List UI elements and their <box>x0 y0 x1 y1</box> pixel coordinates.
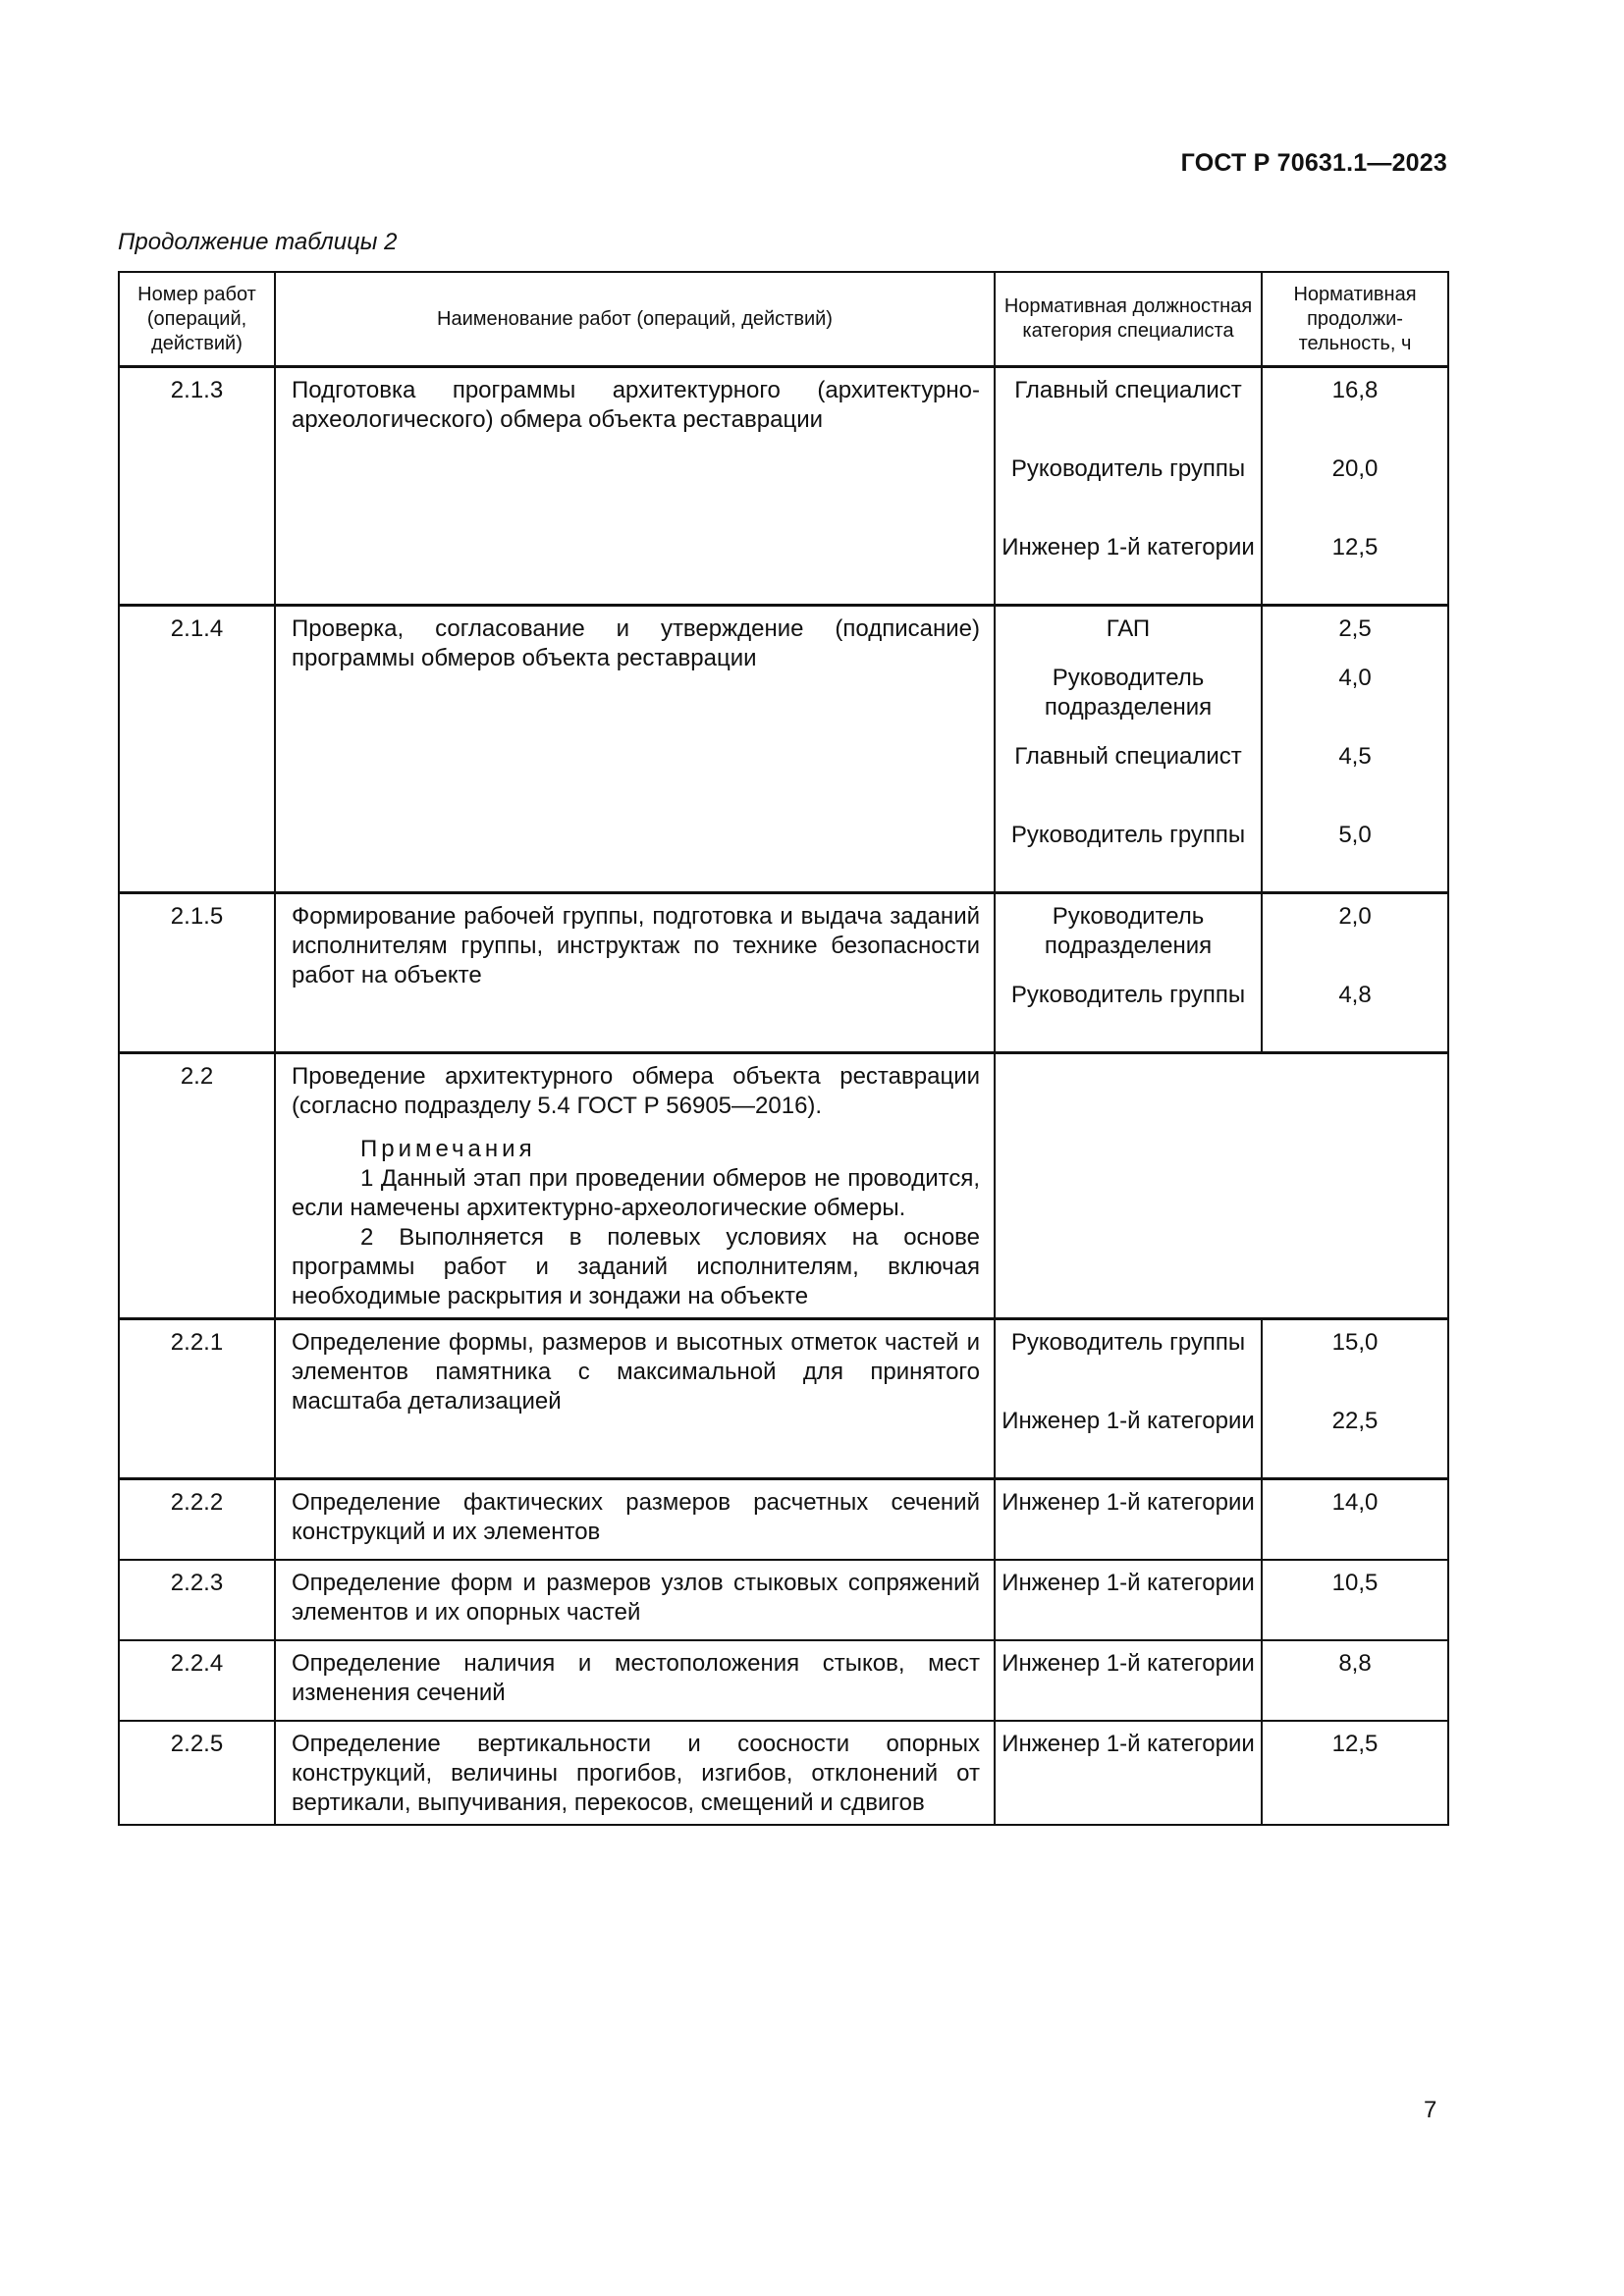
duration-value: 4,5 <box>1338 743 1372 770</box>
duration-value: 10,5 <box>1331 1570 1379 1596</box>
work-name: Формирование рабочей группы, подготовка и выдача заданий исполнителям группы, инструктаж по технике безопасности работ на объекте <box>275 893 995 1053</box>
specialist-role: Инженер 1-й категории <box>1001 1731 1255 1757</box>
duration-value: 22,5 <box>1331 1408 1379 1434</box>
table-row <box>119 1319 1448 1479</box>
role-cell <box>995 367 1262 606</box>
norms-table <box>118 271 1449 1826</box>
duration-cell <box>1262 1319 1448 1479</box>
header-specialist-category: Нормативная должностная категория специалиста <box>995 272 1262 367</box>
duration-value: 12,5 <box>1331 534 1379 561</box>
table-row <box>119 1721 1448 1825</box>
work-name: Определение формы, размеров и высотных отметок частей и элементов памятника с максимальной для принятого масштаба детализацией <box>275 1319 995 1479</box>
specialist-role: Главный специалист <box>1014 743 1242 770</box>
work-name: Определение вертикальности и соосности опорных конструкций, величины прогибов, изгибов, отклонений от вертикали, выпучивания, перекосов, смещений и сдвигов <box>275 1721 995 1825</box>
work-number: 2.2.3 <box>119 1560 275 1640</box>
work-number: 2.1.3 <box>119 367 275 606</box>
work-name: Проведение архитектурного обмера объекта реставрации (согласно подразделу 5.4 ГОСТ Р 56905—2016). <box>292 1063 980 1119</box>
table-continuation-caption: Продолжение таблицы 2 <box>118 229 398 255</box>
specialist-role: Руководитель подразделения <box>1044 665 1213 721</box>
duration-value: 8,8 <box>1338 1650 1372 1677</box>
specialist-role: Руководитель группы <box>1010 455 1246 482</box>
duration-value: 5,0 <box>1338 822 1372 848</box>
work-name: Проверка, согласование и утверждение (подписание) программы обмеров объекта реставрации <box>275 606 995 893</box>
specialist-role: Инженер 1-й категории <box>1001 1489 1255 1516</box>
duration-cell <box>1262 367 1448 606</box>
header-duration: Нормативная продолжи-тельность, ч <box>1262 272 1448 367</box>
work-name: Определение форм и размеров узлов стыковых сопряжений элементов и их опорных частей <box>275 1560 995 1640</box>
duration-value: 14,0 <box>1331 1489 1379 1516</box>
role-cell <box>995 1479 1262 1561</box>
duration-cell <box>1262 893 1448 1053</box>
work-name-with-notes <box>275 1053 995 1319</box>
work-name: Подготовка программы архитектурного (архитектурно-археологического) обмера объекта реставрации <box>275 367 995 606</box>
specialist-role: Инженер 1-й категории <box>1001 534 1255 561</box>
duration-value: 4,8 <box>1338 982 1372 1008</box>
duration-cell <box>1262 1479 1448 1561</box>
work-number: 2.2.2 <box>119 1479 275 1561</box>
specialist-role: Инженер 1-й категории <box>1001 1408 1255 1434</box>
document-code: ГОСТ Р 70631.1—2023 <box>1180 149 1447 177</box>
page-number: 7 <box>1424 2097 1437 2123</box>
specialist-role: ГАП <box>1106 615 1151 642</box>
table-row <box>119 1479 1448 1561</box>
duration-value: 16,8 <box>1331 377 1379 403</box>
duration-value: 2,0 <box>1338 903 1372 930</box>
role-cell <box>995 1560 1262 1640</box>
role-cell <box>995 1721 1262 1825</box>
table-row <box>119 367 1448 606</box>
role-cell <box>995 893 1262 1053</box>
duration-cell <box>1262 1560 1448 1640</box>
duration-cell <box>1262 1640 1448 1721</box>
work-name: Определение фактических размеров расчетных сечений конструкций и их элементов <box>275 1479 995 1561</box>
duration-value: 15,0 <box>1331 1329 1379 1356</box>
duration-value: 12,5 <box>1331 1731 1379 1757</box>
specialist-role: Инженер 1-й категории <box>1001 1570 1255 1596</box>
duration-cell <box>1262 1721 1448 1825</box>
empty-category-duration-cell <box>995 1053 1448 1319</box>
duration-value: 4,0 <box>1338 665 1372 691</box>
table-row <box>119 606 1448 893</box>
role-cell <box>995 1640 1262 1721</box>
notes-block <box>292 1135 980 1311</box>
table-row <box>119 1560 1448 1640</box>
duration-value: 2,5 <box>1338 615 1372 642</box>
table-row <box>119 1640 1448 1721</box>
duration-cell <box>1262 606 1448 893</box>
work-number: 2.1.4 <box>119 606 275 893</box>
role-cell <box>995 606 1262 893</box>
work-number: 2.2.1 <box>119 1319 275 1479</box>
table-header-row <box>119 272 1448 367</box>
header-work-number: Номер работ (операций, действий) <box>119 272 275 367</box>
note-item: 2 Выполняется в полевых условиях на основе программы работ и заданий исполнителям, включая необходимые раскрытия и зондажи на объекте <box>292 1224 980 1309</box>
role-cell <box>995 1319 1262 1479</box>
work-number: 2.2.5 <box>119 1721 275 1825</box>
work-number: 2.1.5 <box>119 893 275 1053</box>
specialist-role: Руководитель группы <box>1010 1329 1246 1356</box>
work-number: 2.2 <box>119 1053 275 1319</box>
work-name: Определение наличия и местоположения стыков, мест изменения сечений <box>275 1640 995 1721</box>
work-number: 2.2.4 <box>119 1640 275 1721</box>
note-item: 1 Данный этап при проведении обмеров не проводится, если намечены архитектурно-археологические обмеры. <box>292 1165 980 1221</box>
duration-value: 20,0 <box>1331 455 1379 482</box>
header-work-name: Наименование работ (операций, действий) <box>275 272 995 367</box>
specialist-role: Руководитель группы <box>1010 822 1246 848</box>
table-row <box>119 1053 1448 1319</box>
specialist-role: Руководитель группы <box>1010 982 1246 1008</box>
specialist-role: Главный специалист <box>1014 377 1242 403</box>
specialist-role: Инженер 1-й категории <box>1001 1650 1255 1677</box>
specialist-role: Руководитель подразделения <box>1044 903 1213 959</box>
notes-title: Примечания <box>360 1136 536 1162</box>
table-row <box>119 893 1448 1053</box>
